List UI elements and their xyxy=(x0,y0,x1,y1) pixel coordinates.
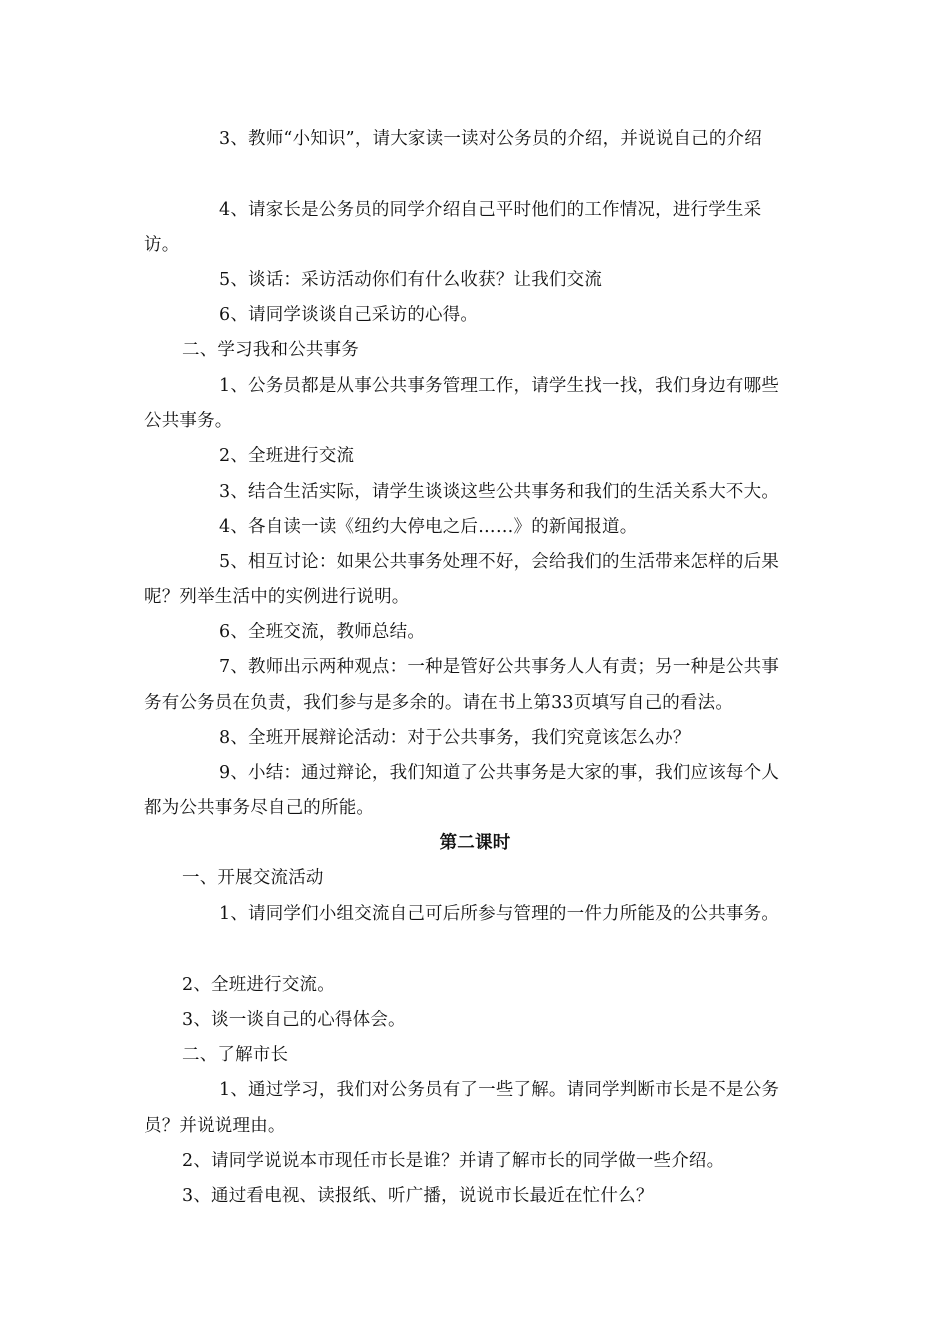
paragraph-line: 9、小结：通过辩论，我们知道了公共事务是大家的事，我们应该每个人 xyxy=(219,763,780,783)
paragraph-line: 7、教师出示两种观点：一种是管好公共事务人人有责；另一种是公共事 xyxy=(219,657,780,677)
paragraph-line: 3、谈一谈自己的心得体会。 xyxy=(182,1010,406,1030)
paragraph-line: 4、各自读一读《纽约大停电之后……》的新闻报道。 xyxy=(219,517,638,537)
paragraph-line: 1、公务员都是从事公共事务管理工作，请学生找一找，我们身边有哪些 xyxy=(219,376,780,396)
paragraph-line: 5、相互讨论：如果公共事务处理不好，会给我们的生活带来怎样的后果 xyxy=(219,552,780,572)
paragraph-line: 2、全班进行交流 xyxy=(219,446,355,466)
paragraph-line: 5、谈话：采访活动你们有什么收获？让我们交流 xyxy=(219,270,603,290)
paragraph-line: 3、结合生活实际，请学生谈谈这些公共事务和我们的生活关系大不大。 xyxy=(219,482,780,502)
paragraph-line: 1、通过学习，我们对公务员有了一些了解。请同学判断市长是不是公务 xyxy=(219,1080,780,1100)
paragraph-line: 务有公务员在负责，我们参与是多余的。请在书上第33页填写自己的看法。 xyxy=(144,693,734,713)
paragraph-line: 3、教师“小知识”，请大家读一读对公务员的介绍，并说说自己的介绍 xyxy=(219,129,762,149)
paragraph-line: 8、全班开展辩论活动：对于公共事务，我们究竟该怎么办？ xyxy=(219,728,691,748)
paragraph-line: 6、请同学谈谈自己采访的心得。 xyxy=(219,305,479,325)
paragraph-line: 4、请家长是公务员的同学介绍自己平时他们的工作情况，进行学生采 xyxy=(219,200,762,220)
paragraph-line: 1、请同学们小组交流自己可后所参与管理的一件力所能及的公共事务。 xyxy=(219,904,780,924)
paragraph-line: 访。 xyxy=(144,235,180,255)
section-heading: 二、学习我和公共事务 xyxy=(182,340,359,360)
lesson-title: 第二课时 xyxy=(439,833,511,853)
paragraph-line: 6、全班交流，教师总结。 xyxy=(219,622,426,642)
paragraph-line: 员？并说说理由。 xyxy=(144,1116,286,1136)
paragraph-line: 呢？列举生活中的实例进行说明。 xyxy=(144,587,410,607)
paragraph-line: 2、全班进行交流。 xyxy=(182,975,335,995)
paragraph-line: 公共事务。 xyxy=(144,411,233,431)
paragraph-line: 2、请同学说说本市现任市长是谁？并请了解市长的同学做一些介绍。 xyxy=(182,1151,725,1171)
section-heading: 二、了解市长 xyxy=(182,1045,289,1065)
paragraph-line: 3、通过看电视、读报纸、听广播，说说市长最近在忙什么？ xyxy=(182,1186,654,1206)
paragraph-line: 都为公共事务尽自己的所能。 xyxy=(144,798,375,818)
section-heading: 一、开展交流活动 xyxy=(182,868,324,888)
